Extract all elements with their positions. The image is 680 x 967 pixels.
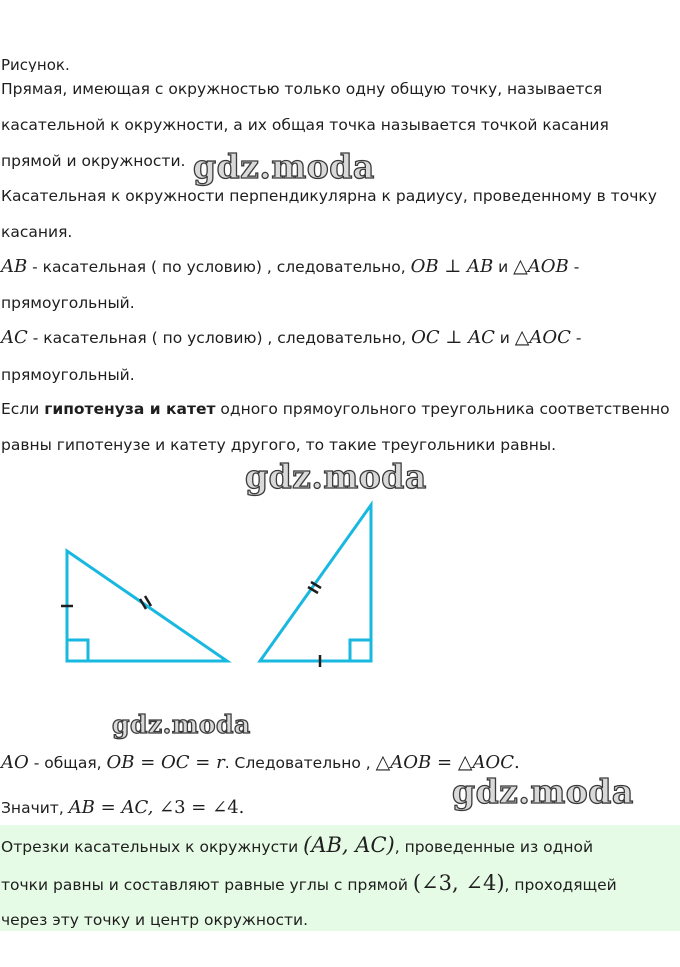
ab-tangent-line: [1, 255, 579, 277]
segment-ac: AC: [1, 327, 28, 348]
triangle-aoc: AOC: [529, 327, 571, 348]
ao-common-line: [1, 751, 520, 773]
property-line-2: касания.: [1, 223, 73, 241]
summary-text-3: точки равны и составляют равные углы с прямой: [1, 876, 413, 894]
equals: =: [185, 797, 213, 818]
theorem-line-2: равны гипотенузе и катету другого, то такие треугольники равны.: [1, 436, 557, 454]
ac-text-1: - касательная ( по условию) , следовательно,: [27, 329, 412, 347]
summary-line-1: [1, 833, 593, 857]
summary-line-3: через эту точку и центр окружности.: [1, 911, 309, 929]
triangle-aob: AOB: [527, 256, 569, 277]
left-right-angle-mark: [67, 640, 88, 661]
equals: =: [431, 752, 458, 773]
theorem-text-1: Если: [1, 400, 45, 418]
ab-continuation: прямоугольный.: [1, 294, 135, 312]
tick-marks: [61, 582, 321, 667]
summary-text-2: , проведенные из одной: [394, 838, 594, 856]
ac-tangent-line: [1, 326, 581, 348]
angles-3-4: (∠3, ∠4): [412, 871, 505, 895]
ab-equals-ac: AB = AC,: [68, 797, 160, 818]
triangle-icon: △: [514, 326, 530, 348]
heading: [1, 56, 70, 72]
oc-label: OC: [411, 327, 440, 348]
segment-ab: AB: [1, 256, 28, 277]
conclusion-text: Значит,: [1, 799, 69, 817]
theorem-text-2: одного прямоугольного треугольника соответственно: [215, 400, 670, 418]
theorem-bold: гипотенуза и катет: [44, 400, 216, 418]
watermark-1: gdz.moda: [193, 147, 375, 186]
triangles-figure: [0, 490, 400, 680]
angle-4: 4: [227, 797, 239, 818]
ab-text-1: - касательная ( по условию) , следовательно,: [27, 258, 411, 276]
triangle-aob: AOB: [390, 752, 432, 773]
right-triangle: [260, 505, 371, 661]
summary-text-1: Отрезки касательных к окружнусти: [1, 838, 304, 856]
definition-line-2: касательной к окружности, а их общая точка называется точкой касания: [1, 116, 609, 134]
definition-line-1: Прямая, имеющая с окружностью только одну общую точку, называется: [1, 80, 603, 98]
ac-text-3: -: [570, 329, 582, 347]
ac-label: AC: [468, 327, 495, 348]
segments-ab-ac: (AB, AC): [303, 833, 395, 857]
angle-3: 3: [174, 797, 186, 818]
heading-text: Рисунок.: [1, 56, 70, 72]
triangle-icon: △: [375, 751, 391, 773]
triangle-icon: △: [457, 751, 473, 773]
triangle-aoc: AOC: [472, 752, 514, 773]
property-line-1: Касательная к окружности перпендикулярна к радиусу, проведенному в точку: [1, 187, 657, 205]
segment-ao: AO: [1, 752, 29, 773]
ob-label: OB: [410, 256, 439, 277]
ab-label: AB: [466, 256, 494, 277]
ao-text-2: . Следовательно ,: [224, 754, 376, 772]
conclusion-line: [1, 797, 244, 818]
left-triangle: [67, 551, 227, 661]
watermark-4: gdz.moda: [452, 772, 634, 811]
angle-icon: ∠: [212, 797, 228, 818]
right-triangle-outline: [260, 505, 371, 661]
triangle-icon: △: [513, 255, 528, 277]
ac-text-2: и: [494, 329, 515, 347]
period: .: [238, 797, 245, 818]
ac-continuation: прямоугольный.: [1, 366, 135, 384]
ab-text-3: -: [568, 258, 580, 276]
definition-line-3: прямой и окружности.: [1, 152, 186, 170]
watermark-3: gdz.moda: [112, 710, 251, 739]
summary-text-4: , проходящей: [504, 876, 617, 894]
right-right-angle-mark: [350, 640, 371, 661]
left-triangle-outline: [67, 551, 227, 661]
ao-text-1: - общая,: [28, 754, 107, 772]
radius-equality: OB = OC = r: [106, 752, 225, 773]
angle-icon: ∠: [159, 797, 175, 818]
perp-symbol: ⊥: [438, 256, 467, 277]
perp-symbol: ⊥: [439, 327, 469, 348]
ab-text-2: и: [493, 258, 514, 276]
theorem-line-1: [1, 400, 670, 418]
period: .: [513, 752, 520, 773]
summary-line-2: [1, 871, 617, 895]
watermark-2: gdz.moda: [245, 457, 427, 496]
